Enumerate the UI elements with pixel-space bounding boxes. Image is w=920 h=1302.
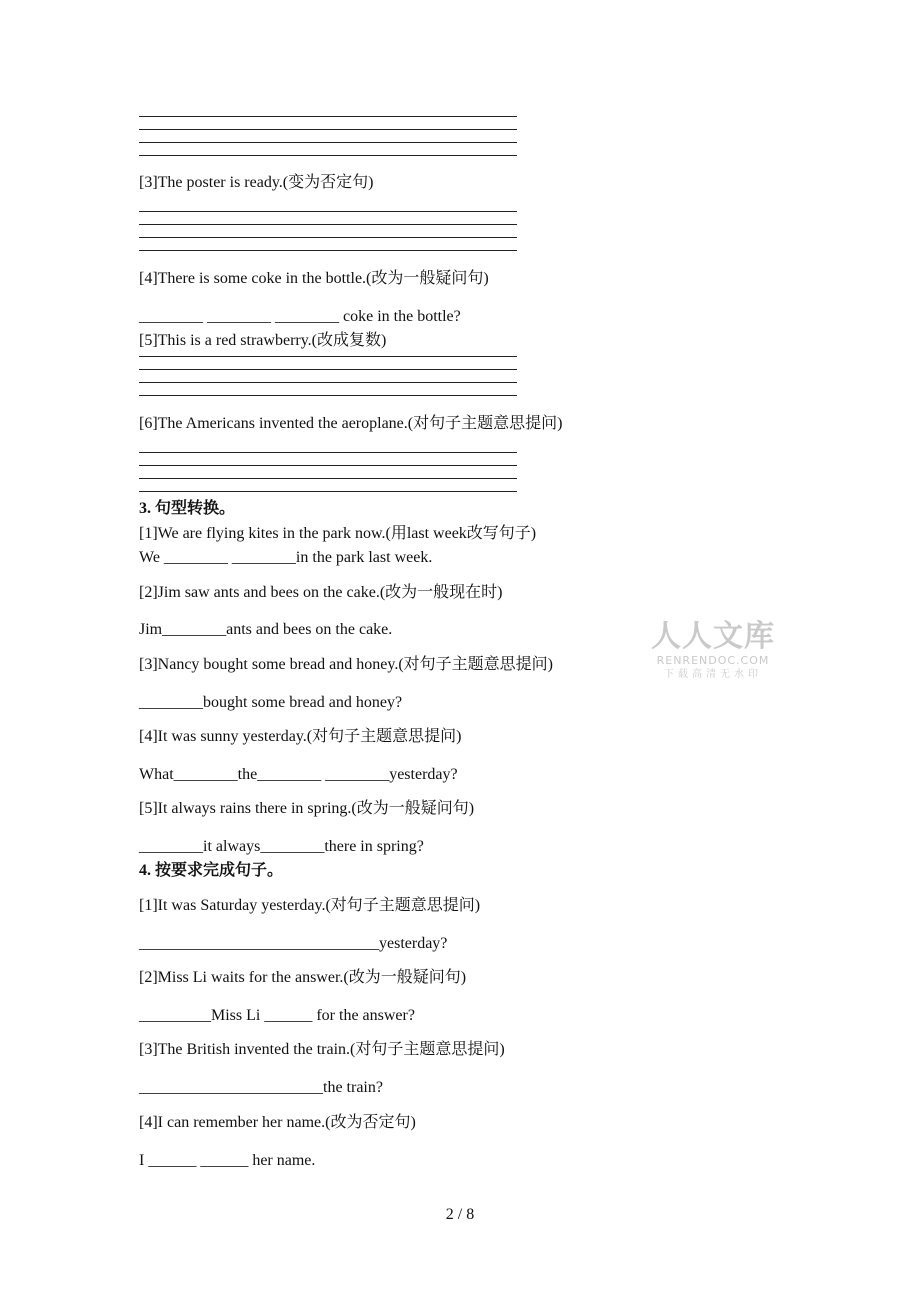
answer-line[interactable] <box>139 211 517 212</box>
question-4-3: [3]The British invented the train.(对句子主题意思提问) <box>139 1041 505 1058</box>
section-3-heading: 3. 句型转换。 <box>139 500 236 517</box>
question-3-5: [5]It always rains there in spring.(改为一般疑问句) <box>139 800 475 817</box>
answer-4-4[interactable]: I ______ ______ her name. <box>139 1152 316 1169</box>
watermark <box>648 620 778 682</box>
answer-4-2[interactable]: _________Miss Li ______ for the answer? <box>139 1007 415 1024</box>
answer-4-1[interactable]: ______________________________yesterday? <box>139 935 448 952</box>
answer-3-1[interactable]: We ________ ________in the park last week. <box>139 549 433 566</box>
answer-line[interactable] <box>139 465 517 466</box>
question-4-2: [2]Miss Li waits for the answer.(改为一般疑问句) <box>139 969 467 986</box>
question-2-5: [5]This is a red strawberry.(改成复数) <box>139 332 387 349</box>
watermark-site: RENRENDOC.COM <box>656 654 770 667</box>
answer-line[interactable] <box>139 116 517 117</box>
question-4-4: [4]I can remember her name.(改为否定句) <box>139 1114 416 1131</box>
answer-line[interactable] <box>139 369 517 370</box>
answer-line[interactable] <box>139 250 517 251</box>
question-3-2: [2]Jim saw ants and bees on the cake.(改为一般现在时) <box>139 584 503 601</box>
question-3-4: [4]It was sunny yesterday.(对句子主题意思提问) <box>139 728 462 745</box>
answer-line[interactable] <box>139 224 517 225</box>
page-number: 2 / 8 <box>445 1206 475 1223</box>
watermark-logo: 人人文库 <box>651 619 775 654</box>
answer-line[interactable] <box>139 237 517 238</box>
question-4-1: [1]It was Saturday yesterday.(对句子主题意思提问) <box>139 897 481 914</box>
question-2-6: [6]The Americans invented the aeroplane.(对句子主题意思提问) <box>139 415 563 432</box>
answer-line[interactable] <box>139 356 517 357</box>
answer-3-2[interactable]: Jim________ants and bees on the cake. <box>139 621 393 638</box>
answer-3-5[interactable]: ________it always________there in spring? <box>139 838 424 855</box>
answer-line[interactable] <box>139 478 517 479</box>
answer-4-3[interactable]: _______________________the train? <box>139 1079 383 1096</box>
answer-3-4[interactable]: What________the________ ________yesterday? <box>139 766 458 783</box>
question-2-3: [3]The poster is ready.(变为否定句) <box>139 174 374 191</box>
answer-3-3[interactable]: ________bought some bread and honey? <box>139 694 403 711</box>
answer-line[interactable] <box>139 491 517 492</box>
question-2-4: [4]There is some coke in the bottle.(改为一般疑问句) <box>139 270 489 287</box>
answer-2-4[interactable]: ________ ________ ________ coke in the bottle? <box>139 308 461 325</box>
watermark-tagline: 下载高清无水印 <box>664 669 762 680</box>
question-3-3: [3]Nancy bought some bread and honey.(对句子主题意思提问) <box>139 656 553 673</box>
answer-line[interactable] <box>139 142 517 143</box>
question-3-1: [1]We are flying kites in the park now.(用last week改写句子) <box>139 525 537 542</box>
answer-line[interactable] <box>139 155 517 156</box>
answer-line[interactable] <box>139 395 517 396</box>
answer-line[interactable] <box>139 452 517 453</box>
section-4-heading: 4. 按要求完成句子。 <box>139 862 284 879</box>
answer-line[interactable] <box>139 382 517 383</box>
answer-line[interactable] <box>139 129 517 130</box>
